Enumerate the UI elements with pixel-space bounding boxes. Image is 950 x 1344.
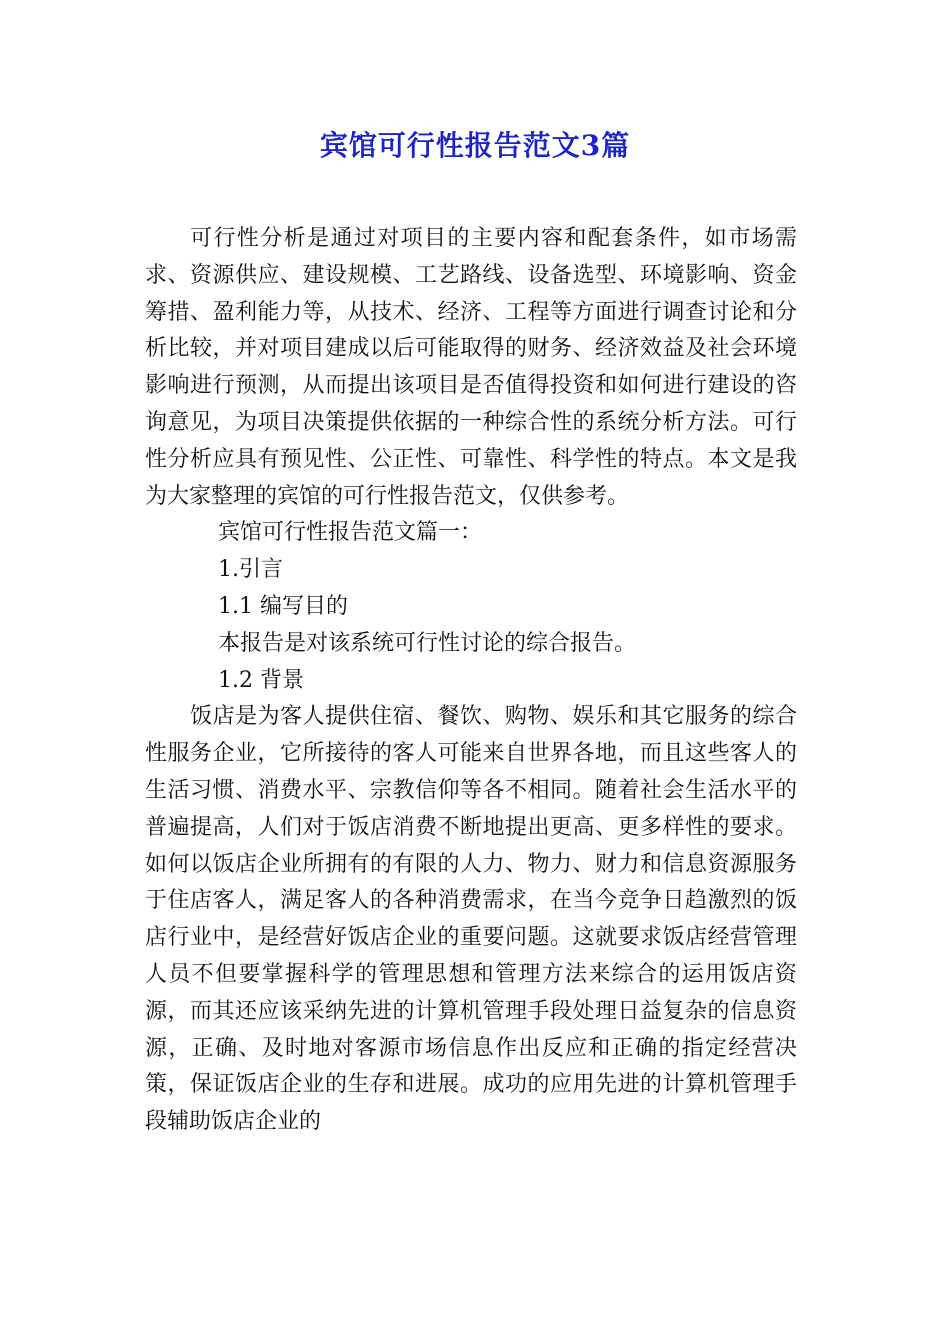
intro-paragraph: 可行性分析是通过对项目的主要内容和配套条件，如市场需求、资源供应、建设规模、工艺路线、设备选型、环境影响、资金筹措、盈利能力等，从技术、经济、工程等方面进行调查讨论和分析比较，并对项目建成以后可能取得的财务、经济效益及社会环境影响进行预测，从而提出该项目是否值得投资和如何进行建设的咨询意见，为项目决策提供依据的一种综合性的系统分析方法。可行性分析应具有预见性、公正性、可靠性、科学性的特点。本文是我为大家整理的宾馆的可行性报告范文，仅供参考。 [145, 226, 797, 509]
heading-introduction: 1.引言 [218, 557, 283, 583]
background-paragraph: 饭店是为客人提供住宿、餐饮、购物、娱乐和其它服务的综合性服务企业，它所接待的客人可能来自世界各地，而且这些客人的生活习惯、消费水平、宗教信仰等各不相同。随着社会生活水平的普遍提高，人们对于饭店消费不断地提出更高、更多样性的要求。如何以饭店企业所拥有的有限的人力、物力、财力和信息资源服务于住店客人，满足客人的各种消费需求，在当今竞争日趋激烈的饭店行业中，是经营好饭店企业的重要问题。这就要求饭店经营管理人员不但要掌握科学的管理思想和管理方法来综合的运用饭店资源，而其还应该采纳先进的计算机管理手段处理日益复杂的信息资源，正确、及时地对客源市场信息作出反应和正确的指定经营决策，保证饭店企业的生存和进展。成功的应用先进的计算机管理手段辅助饭店企业的 [145, 704, 797, 1135]
heading-purpose: 1.1 编写目的 [218, 593, 348, 619]
document-body [145, 221, 797, 1141]
section-heading: 宾馆可行性报告范文篇一： [218, 520, 483, 546]
heading-background: 1.2 背景 [218, 667, 304, 693]
purpose-paragraph: 本报告是对该系统可行性讨论的综合报告。 [218, 630, 637, 656]
document-title: 宾馆可行性报告范文3篇 [319, 129, 631, 162]
